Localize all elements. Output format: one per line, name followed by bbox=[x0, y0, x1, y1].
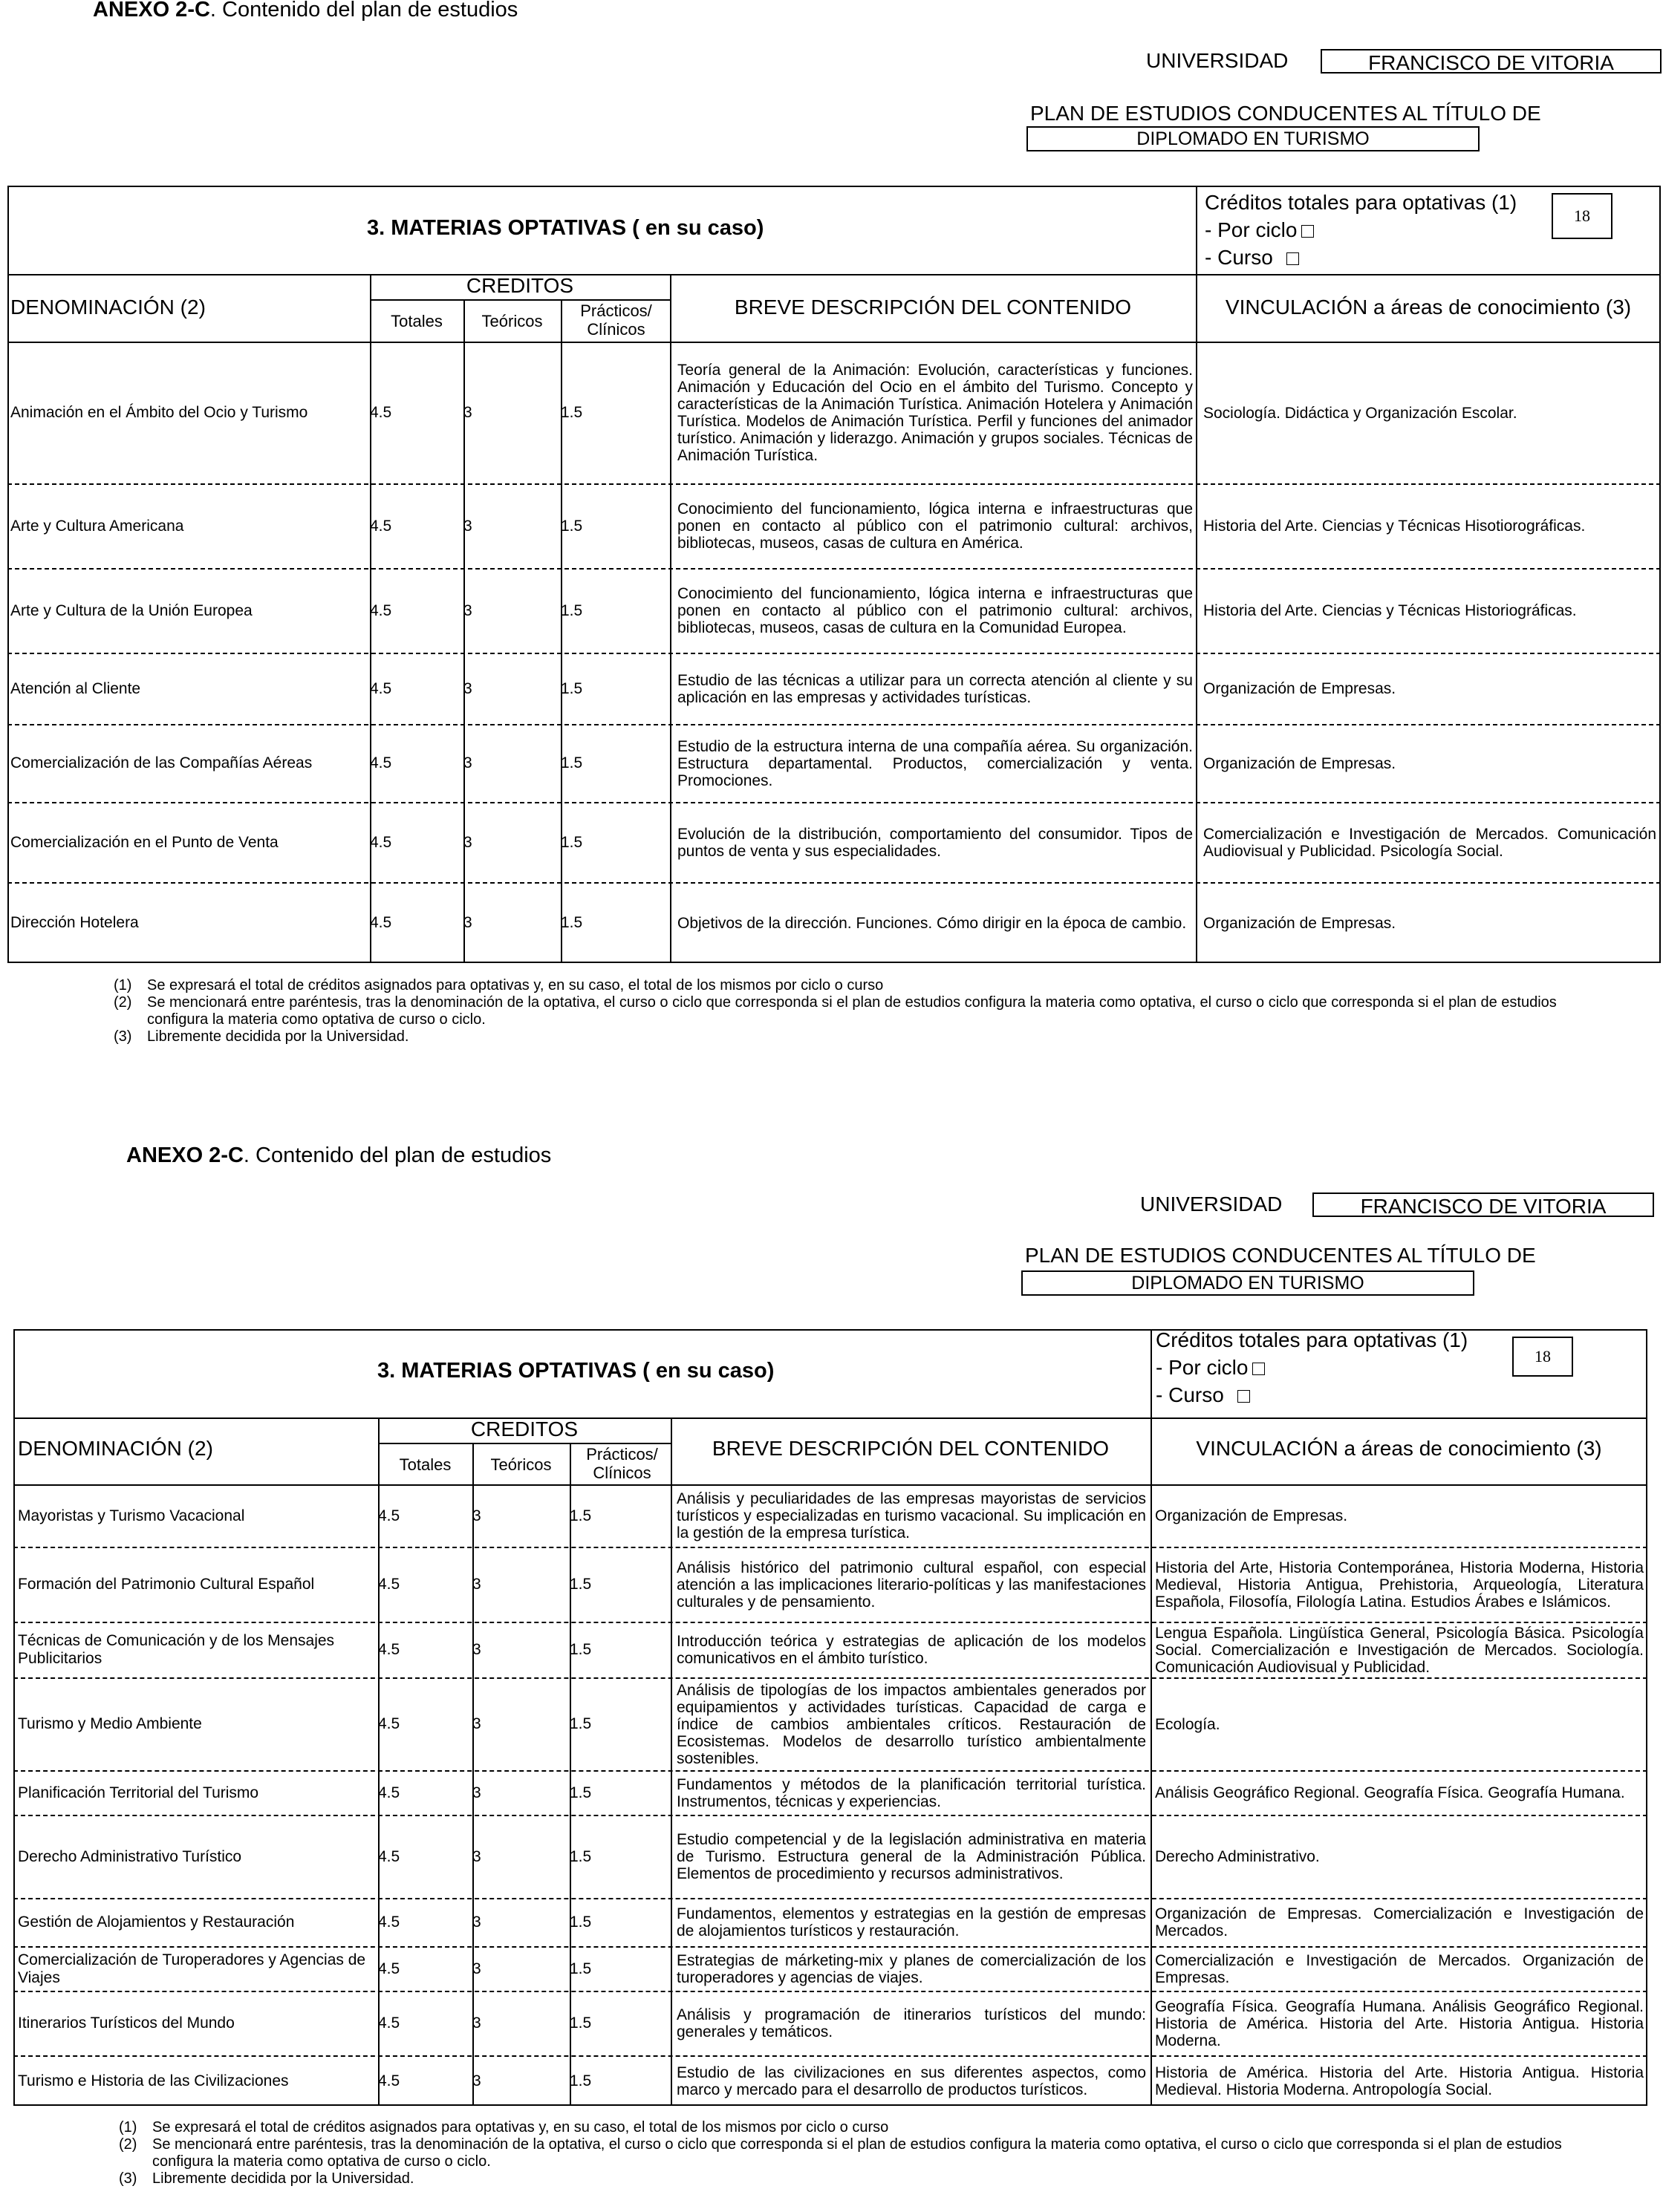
subject-name: Turismo e Historia de las Civilizaciones bbox=[18, 2072, 289, 2089]
credits-totales: 4.5 bbox=[378, 1784, 400, 1801]
knowledge-area: Sociología. Didáctica y Organización Escolar. bbox=[1203, 404, 1517, 422]
knowledge-area: Lengua Española. Lingüística General, Psicología Básica. Psicología Social. Comercialización e Investigación de Mercados. Sociología. Comunicación Audiovisual y Publicidad. bbox=[1155, 1624, 1644, 1676]
credits-practicos: 1.5 bbox=[570, 1576, 592, 1593]
total-credits-box: 18 bbox=[1552, 193, 1612, 239]
credits-teoricos: 3 bbox=[463, 833, 472, 851]
subject-name: Comercialización de las Compañías Aéreas bbox=[10, 754, 313, 771]
credits-totales: 4.5 bbox=[378, 1960, 400, 1977]
knowledge-area: Comercialización e Investigación de Mercados. Organización de Empresas. bbox=[1155, 1951, 1644, 1986]
university-label: UNIVERSIDAD bbox=[1146, 49, 1289, 72]
knowledge-area: Geografía Física. Geografía Humana. Análisis Geográfico Regional. Historia de América. Historia del Arte. Historia Antigua. Historia Moderna. bbox=[1155, 1997, 1644, 2049]
credits-totales: 4.5 bbox=[370, 601, 392, 619]
plan-label: PLAN DE ESTUDIOS CONDUCENTES AL TÍTULO DE bbox=[1025, 1244, 1536, 1267]
column-divider bbox=[671, 1417, 672, 2106]
credits-teoricos: 3 bbox=[463, 517, 472, 535]
subject-name: Derecho Administrativo Turístico bbox=[18, 1847, 242, 1865]
header-vinculacion: VINCULACIÓN a áreas de conocimiento (3) bbox=[1225, 296, 1632, 319]
credits-teoricos: 3 bbox=[472, 2014, 481, 2032]
subject-name: Turismo y Medio Ambiente bbox=[18, 1715, 202, 1732]
credits-teoricos: 3 bbox=[463, 404, 472, 421]
subject-description: Objetivos de la dirección. Funciones. Cómo dirigir en la época de cambio. bbox=[677, 914, 1187, 932]
header-denominacion: DENOMINACIÓN (2) bbox=[18, 1437, 213, 1460]
credits-totales: 4.5 bbox=[378, 1847, 400, 1865]
checkbox-icon bbox=[1237, 1390, 1250, 1403]
subject-name: Comercialización en el Punto de Venta bbox=[10, 833, 279, 851]
credits-practicos: 1.5 bbox=[570, 1847, 592, 1865]
credits-practicos: 1.5 bbox=[570, 1507, 592, 1524]
subject-name: Arte y Cultura Americana bbox=[10, 517, 184, 535]
university-name: FRANCISCO DE VITORIA bbox=[1321, 49, 1662, 74]
knowledge-area: Organización de Empresas. bbox=[1203, 680, 1396, 697]
credits-totales: 4.5 bbox=[378, 1715, 400, 1732]
subject-name: Gestión de Alojamientos y Restauración bbox=[18, 1914, 295, 1931]
subject-name: Formación del Patrimonio Cultural Español bbox=[18, 1576, 315, 1593]
university-name: FRANCISCO DE VITORIA bbox=[1312, 1193, 1654, 1217]
header-descripcion: BREVE DESCRIPCIÓN DEL CONTENIDO bbox=[734, 296, 1132, 319]
credits-practicos: 1.5 bbox=[561, 833, 583, 851]
subject-name: Técnicas de Comunicación y de los Mensajes Publicitarios bbox=[18, 1632, 335, 1667]
header-divider bbox=[13, 1417, 1647, 1419]
credits-practicos: 1.5 bbox=[570, 1914, 592, 1931]
credits-practicos: 1.5 bbox=[570, 1715, 592, 1732]
annex-title: ANEXO 2-C. Contenido del plan de estudios bbox=[126, 1143, 552, 1167]
header-totales: Totales bbox=[391, 312, 443, 330]
credits-teoricos: 3 bbox=[472, 1784, 481, 1801]
subject-description: Introducción teórica y estrategias de aplicación de los modelos comunicativos en el ámbito turístico. bbox=[677, 1633, 1146, 1667]
credits-teoricos: 3 bbox=[472, 1507, 481, 1524]
header-teoricos: Teóricos bbox=[481, 312, 543, 330]
credits-totales: 4.5 bbox=[370, 404, 392, 421]
annex-title: ANEXO 2-C. Contenido del plan de estudios bbox=[93, 0, 518, 22]
subject-name: Itinerarios Turísticos del Mundo bbox=[18, 2014, 235, 2032]
credits-teoricos: 3 bbox=[463, 914, 472, 931]
subject-description: Análisis histórico del patrimonio cultural español, con especial atención a las implicaciones literario-políticas y las manifestaciones culturales y de pensamiento. bbox=[677, 1559, 1146, 1611]
plan-label: PLAN DE ESTUDIOS CONDUCENTES AL TÍTULO DE bbox=[1030, 102, 1541, 125]
subject-description: Estrategias de márketing-mix y planes de comercialización de los turoperadores y agencias de viajes. bbox=[677, 1951, 1146, 1986]
knowledge-area: Comercialización e Investigación de Mercados. Comunicación Audiovisual y Publicidad. Psicología Social. bbox=[1203, 825, 1656, 860]
credits-totales: 4.5 bbox=[370, 914, 392, 931]
creditos-divider bbox=[378, 1443, 671, 1444]
knowledge-area: Historia de América. Historia del Arte. Historia Antigua. Historia Medieval. Historia Moderna. Antropología Social. bbox=[1155, 2063, 1644, 2098]
subject-description: Estudio de las técnicas a utilizar para un correcta atención al cliente y su aplicación en las empresas y actividades turísticas. bbox=[677, 671, 1193, 706]
knowledge-area: Derecho Administrativo. bbox=[1155, 1848, 1320, 1865]
knowledge-area: Organización de Empresas. Comercialización e Investigación de Mercados. bbox=[1155, 1905, 1644, 1939]
header-totales: Totales bbox=[399, 1455, 452, 1474]
subject-description: Conocimiento del funcionamiento, lógica interna e infraestructuras que ponen en contacto al público con el patrimonio cultural: archivos, bibliotecas, museos, casas de cultura en la Comunidad Europea. bbox=[677, 585, 1193, 636]
subject-name: Arte y Cultura de la Unión Europea bbox=[10, 601, 253, 619]
subject-description: Conocimiento del funcionamiento, lógica interna e infraestructuras que ponen en contacto al público con el patrimonio cultural: archivos, bibliotecas, museos, casas de cultura en América. bbox=[677, 500, 1193, 552]
credits-practicos: 1.5 bbox=[570, 2014, 592, 2032]
knowledge-area: Organización de Empresas. bbox=[1155, 1507, 1348, 1524]
degree-box: DIPLOMADO EN TURISMO bbox=[1021, 1270, 1474, 1296]
total-credits-box: 18 bbox=[1512, 1337, 1573, 1377]
header-descripcion: BREVE DESCRIPCIÓN DEL CONTENIDO bbox=[712, 1437, 1110, 1460]
subject-description: Estudio de las civilizaciones en sus diferentes aspectos, como marco y mercado para el desarrollo de productos turísticos. bbox=[677, 2063, 1146, 2098]
checkbox-icon bbox=[1252, 1363, 1265, 1375]
credits-practicos: 1.5 bbox=[561, 517, 583, 535]
credits-info: Créditos totales para optativas (1) - Por ciclo - Curso bbox=[1205, 191, 1517, 269]
credits-teoricos: 3 bbox=[472, 1641, 481, 1658]
subject-name: Animación en el Ámbito del Ocio y Turismo bbox=[10, 404, 308, 421]
credits-practicos: 1.5 bbox=[570, 2072, 592, 2089]
knowledge-area: Ecología. bbox=[1155, 1715, 1220, 1733]
credits-totales: 4.5 bbox=[370, 679, 392, 697]
header-creditos: CREDITOS bbox=[466, 274, 574, 297]
header-practicos: Prácticos/ Clínicos bbox=[586, 1445, 658, 1482]
credits-practicos: 1.5 bbox=[561, 404, 583, 421]
degree-box: DIPLOMADO EN TURISMO bbox=[1026, 126, 1480, 151]
subject-name: Mayoristas y Turismo Vacacional bbox=[18, 1507, 245, 1524]
credits-teoricos: 3 bbox=[472, 1960, 481, 1977]
knowledge-area: Organización de Empresas. bbox=[1203, 754, 1396, 772]
credits-totales: 4.5 bbox=[378, 1576, 400, 1593]
footnotes: (1) Se expresará el total de créditos asignados para optativas y, en su caso, el total de los mismos por ciclo o curso (2) Se mencionará entre paréntesis, tras la denominación de la optativa, el curso o ciclo que corresponda si el plan de estudios configura la materia como optativa, el curso o ciclo que corresponda si el plan de estudios configura la materia como optativa de curso o ciclo. (3) Libremente decidida por la Universidad. bbox=[119, 2119, 1562, 2187]
header-teoricos: Teóricos bbox=[490, 1455, 552, 1474]
credits-teoricos: 3 bbox=[472, 1847, 481, 1865]
credits-practicos: 1.5 bbox=[561, 754, 583, 771]
credits-totales: 4.5 bbox=[370, 517, 392, 535]
credits-teoricos: 3 bbox=[463, 601, 472, 619]
section-title: 3. MATERIAS OPTATIVAS ( en su caso) bbox=[377, 1359, 775, 1383]
university-label: UNIVERSIDAD bbox=[1140, 1193, 1283, 1216]
credits-teoricos: 3 bbox=[463, 679, 472, 697]
subject-description: Fundamentos, elementos y estrategias en la gestión de empresas de alojamientos turísticos y restauración. bbox=[677, 1905, 1146, 1939]
header-creditos: CREDITOS bbox=[470, 1417, 579, 1441]
subject-description: Análisis y peculiaridades de las empresas mayoristas de servicios turísticos y especializadas en turismo vacacional. Su implicación en la gestión de la empresa turística. bbox=[677, 1490, 1146, 1541]
credits-teoricos: 3 bbox=[472, 2072, 481, 2089]
credits-practicos: 1.5 bbox=[561, 679, 583, 697]
subject-name: Comercialización de Turoperadores y Agencias de Viajes bbox=[18, 1951, 366, 1986]
credits-teoricos: 3 bbox=[472, 1914, 481, 1931]
credits-practicos: 1.5 bbox=[570, 1784, 592, 1801]
section-title: 3. MATERIAS OPTATIVAS ( en su caso) bbox=[367, 216, 764, 240]
credits-totales: 4.5 bbox=[378, 1641, 400, 1658]
credits-totales: 4.5 bbox=[378, 2014, 400, 2032]
subject-name: Planificación Territorial del Turismo bbox=[18, 1784, 259, 1801]
subject-description: Estudio competencial y de la legislación administrativa en materia de Turismo. Estructura general de la Administración Pública. Elementos de procedimiento y recursos administrativos. bbox=[677, 1831, 1146, 1882]
header-practicos: Prácticos/ Clínicos bbox=[580, 301, 652, 339]
credits-teoricos: 3 bbox=[472, 1576, 481, 1593]
knowledge-area: Organización de Empresas. bbox=[1203, 914, 1396, 932]
subject-description: Estudio de la estructura interna de una compañía aérea. Su organización. Estructura departamental. Productos, comercialización y venta. Promociones. bbox=[677, 737, 1193, 789]
credits-teoricos: 3 bbox=[472, 1715, 481, 1732]
subject-description: Análisis y programación de itinerarios turísticos del mundo: generales y temáticos. bbox=[677, 2006, 1146, 2040]
credits-practicos: 1.5 bbox=[570, 1641, 592, 1658]
knowledge-area: Historia del Arte. Ciencias y Técnicas Hisotiorográficas. bbox=[1203, 518, 1586, 535]
subject-name: Atención al Cliente bbox=[10, 679, 141, 697]
subject-description: Análisis de tipologías de los impactos ambientales generados por equipamientos y actividades turísticas. Capacidad de carga e índice de cambios ambientales críticos. Restauración de Ecosistemas. Modelos de desarrollo turístico ambientalmente sostenibles. bbox=[677, 1681, 1146, 1767]
knowledge-area: Historia del Arte. Ciencias y Técnicas Historiográficas. bbox=[1203, 602, 1577, 619]
credits-totales: 4.5 bbox=[370, 833, 392, 851]
subject-description: Fundamentos y métodos de la planificación territorial turística. Instrumentos, técnicas y experiencias. bbox=[677, 1775, 1146, 1810]
knowledge-area: Historia del Arte, Historia Contemporánea, Historia Moderna, Historia Medieval, Historia Antigua, Prehistoria, Arqueología, Literatura Española, Filosofía, Filología Latina. Estudios Árabes e Islámicos. bbox=[1155, 1559, 1644, 1611]
header-denominacion: DENOMINACIÓN (2) bbox=[10, 296, 206, 319]
credits-practicos: 1.5 bbox=[561, 914, 583, 931]
credits-practicos: 1.5 bbox=[570, 1960, 592, 1977]
subject-description: Evolución de la distribución, comportamiento del consumidor. Tipos de puntos de venta y sus especialidades. bbox=[677, 825, 1193, 860]
subject-description: Teoría general de la Animación: Evolución, características y funciones. Animación y Educación del Ocio en el ámbito del Turismo. Concepto y características de la Animación Turística. Animación Hotelera y Animación Turística. Modelos de Animación Turística. Perfil y funciones del animador turístico. Animación y liderazgo. Animación y grupos sociales. Técnicas de Animación Turística. bbox=[677, 362, 1193, 464]
credits-teoricos: 3 bbox=[463, 754, 472, 771]
credits-totales: 4.5 bbox=[378, 1914, 400, 1931]
knowledge-area: Análisis Geográfico Regional. Geografía Física. Geografía Humana. bbox=[1155, 1784, 1625, 1801]
credits-totales: 4.5 bbox=[378, 2072, 400, 2089]
credits-totales: 4.5 bbox=[378, 1507, 400, 1524]
credits-totales: 4.5 bbox=[370, 754, 392, 771]
header-vinculacion: VINCULACIÓN a áreas de conocimiento (3) bbox=[1196, 1437, 1602, 1460]
credits-info: Créditos totales para optativas (1) - Por ciclo - Curso bbox=[1156, 1328, 1468, 1406]
credits-practicos: 1.5 bbox=[561, 601, 583, 619]
footnotes: (1) Se expresará el total de créditos asignados para optativas y, en su caso, el total de los mismos por ciclo o curso (2) Se mencionará entre paréntesis, tras la denominación de la optativa, el curso o ciclo que corresponda si el plan de estudios configura la materia como optativa, el curso o ciclo que corresponda si el plan de estudios configura la materia como optativa de curso o ciclo. (3) Libremente decidida por la Universidad. bbox=[114, 977, 1557, 1045]
subject-name: Dirección Hotelera bbox=[10, 914, 139, 931]
